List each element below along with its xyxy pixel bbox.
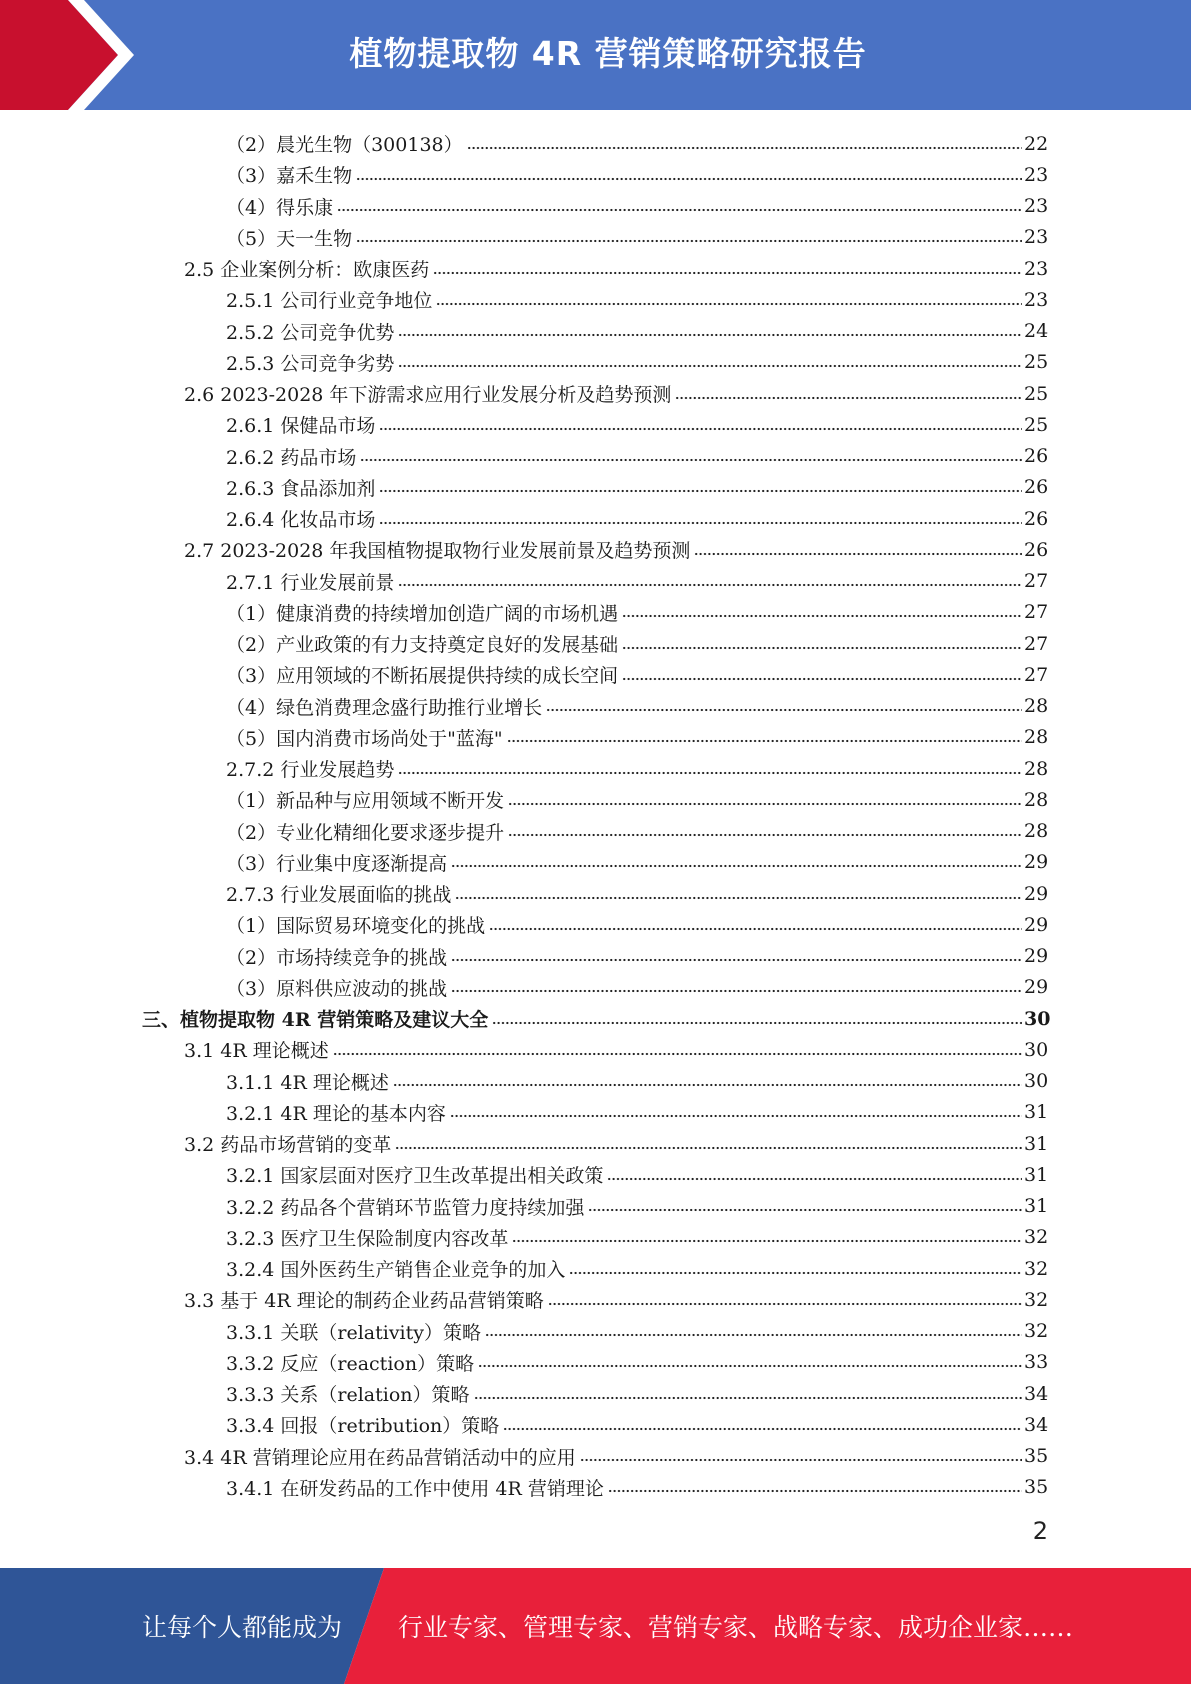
toc-entry-page: 31 (1024, 1163, 1049, 1186)
toc-entry-label: 3.3.4 回报（retribution）策略 (226, 1415, 500, 1438)
toc-entry-page: 27 (1024, 663, 1049, 686)
toc-entry-label: （2）市场持续竞争的挑战 (226, 946, 448, 969)
toc-entry-label: （3）原料供应波动的挑战 (226, 977, 448, 1000)
toc-entry-label: （1）国际贸易环境变化的挑战 (226, 915, 486, 938)
toc-dot-leader (360, 457, 1022, 463)
toc-dot-leader (694, 551, 1022, 557)
toc-entry-page: 26 (1024, 445, 1049, 468)
toc-entry[interactable] (0, 534, 1191, 565)
toc-dot-leader (580, 1457, 1022, 1463)
toc-entry-page: 34 (1024, 1382, 1049, 1405)
toc-dot-leader (508, 801, 1022, 807)
toc-dot-leader (503, 1426, 1022, 1432)
toc-entry[interactable] (0, 316, 1191, 347)
toc-entry-label: 3.3.1 关联（relativity）策略 (226, 1321, 482, 1344)
chevron-right-icon (0, 0, 150, 110)
toc-entry-page: 22 (1024, 132, 1049, 155)
toc-entry-label: 2.6.2 药品市场 (226, 446, 357, 469)
toc-entry[interactable] (0, 909, 1191, 940)
toc-entry-label: （4）得乐康 (226, 196, 334, 219)
toc-entry[interactable] (0, 1472, 1191, 1503)
toc-entry-page: 29 (1024, 945, 1049, 968)
toc-entry[interactable] (0, 816, 1191, 847)
toc-entry-page: 30 (1024, 1038, 1049, 1061)
report-title: 植物提取物 4R 营销策略研究报告 (349, 34, 867, 73)
toc-dot-leader (489, 926, 1022, 932)
toc-entry-page: 35 (1024, 1476, 1049, 1499)
toc-entry-label: 2.5.2 公司竞争优势 (226, 321, 395, 344)
toc-entry[interactable] (0, 1034, 1191, 1065)
toc-entry[interactable] (0, 503, 1191, 534)
toc-entry[interactable] (0, 753, 1191, 784)
toc-entry-page: 32 (1024, 1320, 1049, 1343)
toc-entry-label: 3.2.2 药品各个营销环节监管力度持续加强 (226, 1196, 585, 1219)
toc-entry[interactable] (0, 722, 1191, 753)
toc-entry-label: 3.4 4R 营销理论应用在药品营销活动中的应用 (184, 1446, 576, 1469)
toc-entry-label: 3.2.3 医疗卫生保险制度内容改革 (226, 1227, 509, 1250)
toc-entry-label: 3.1 4R 理论概述 (184, 1040, 329, 1063)
toc-entry[interactable] (0, 253, 1191, 284)
toc-entry[interactable] (0, 409, 1191, 440)
toc-dot-leader (356, 176, 1022, 182)
toc-entry[interactable] (0, 128, 1191, 159)
header-band (0, 0, 1191, 110)
toc-dot-leader (356, 238, 1022, 244)
toc-dot-leader (333, 1051, 1022, 1057)
toc-dot-leader (622, 613, 1022, 619)
toc-dot-leader (508, 832, 1022, 838)
toc-entry[interactable] (0, 878, 1191, 909)
toc-entry-page: 23 (1024, 288, 1049, 311)
toc-entry[interactable] (0, 847, 1191, 878)
toc-entry-label: 2.5.1 公司行业竞争地位 (226, 290, 433, 313)
toc-entry-page: 29 (1024, 976, 1049, 999)
toc-entry[interactable] (0, 222, 1191, 253)
toc-entry[interactable] (0, 972, 1191, 1003)
toc-dot-leader (608, 1488, 1022, 1494)
toc-entry[interactable] (0, 1284, 1191, 1315)
toc-entry-page: 34 (1024, 1413, 1049, 1436)
toc-entry[interactable] (0, 1378, 1191, 1409)
toc-entry-page: 28 (1024, 788, 1049, 811)
toc-dot-leader (622, 676, 1022, 682)
toc-entry[interactable] (0, 1128, 1191, 1159)
toc-entry-label: 2.7.2 行业发展趋势 (226, 759, 395, 782)
toc-entry-label: 3.2.1 国家层面对医疗卫生改革提出相关政策 (226, 1165, 604, 1188)
toc-entry-label: 2.6 2023-2028 年下游需求应用行业发展分析及趋势预测 (184, 384, 672, 407)
toc-dot-leader (507, 738, 1022, 744)
toc-dot-leader (395, 1145, 1022, 1151)
toc-entry-label: 3.2.4 国外医药生产销售企业竞争的加入 (226, 1259, 566, 1282)
toc-entry-label: （2）产业政策的有力支持奠定良好的发展基础 (226, 634, 619, 657)
toc-dot-leader (451, 988, 1022, 994)
toc-entry-page: 27 (1024, 570, 1049, 593)
toc-entry[interactable] (0, 597, 1191, 628)
toc-entry-label: 2.5.3 公司竞争劣势 (226, 352, 395, 375)
toc-entry-label: （1）新品种与应用领域不断开发 (226, 790, 505, 813)
toc-entry[interactable] (0, 1441, 1191, 1472)
toc-entry-label: 2.7.1 行业发展前景 (226, 571, 395, 594)
toc-entry-label: 2.6.1 保健品市场 (226, 415, 376, 438)
toc-entry[interactable] (0, 784, 1191, 815)
footer-band (0, 1568, 1191, 1684)
toc-dot-leader (337, 207, 1022, 213)
toc-entry-label: 3.3.2 反应（reaction）策略 (226, 1352, 475, 1375)
toc-entry[interactable] (0, 1316, 1191, 1347)
toc-entry-page: 26 (1024, 538, 1049, 561)
toc-entry-label: （2）专业化精细化要求逐步提升 (226, 821, 505, 844)
toc-dot-leader (451, 863, 1022, 869)
toc-dot-leader (478, 1363, 1022, 1369)
toc-dot-leader (436, 301, 1022, 307)
toc-entry-page: 25 (1024, 413, 1049, 436)
toc-dot-leader (607, 1176, 1022, 1182)
toc-entry-page: 27 (1024, 632, 1049, 655)
toc-entry[interactable] (0, 659, 1191, 690)
toc-entry-label: 2.7.3 行业发展面临的挑战 (226, 884, 452, 907)
toc-entry-page: 25 (1024, 351, 1049, 374)
toc-entry-label: （5）国内消费市场尚处于"蓝海" (226, 727, 503, 750)
toc-entry-page: 30 (1024, 1070, 1049, 1093)
toc-entry[interactable] (0, 628, 1191, 659)
toc-dot-leader (379, 426, 1022, 432)
toc-entry-label: 3.2.1 4R 理论的基本内容 (226, 1102, 446, 1125)
toc-entry-page: 27 (1024, 601, 1049, 624)
toc-entry-label: 2.7 2023-2028 年我国植物提取物行业发展前景及趋势预测 (184, 540, 691, 563)
toc-entry-page: 29 (1024, 882, 1049, 905)
toc-entry-label: （5）天一生物 (226, 227, 353, 250)
toc-entry-label: （2）晨光生物（300138） (226, 134, 463, 157)
toc-entry[interactable] (0, 1191, 1191, 1222)
toc-entry-page: 32 (1024, 1226, 1049, 1249)
toc-entry-page: 30 (1024, 1007, 1051, 1030)
toc-entry-page: 26 (1024, 507, 1049, 530)
toc-dot-leader (379, 520, 1022, 526)
toc-entry-label: （3）应用领域的不断拓展提供持续的成长空间 (226, 665, 619, 688)
toc-entry[interactable] (0, 159, 1191, 190)
toc-entry-page: 28 (1024, 820, 1049, 843)
toc-dot-leader (569, 1270, 1022, 1276)
toc-entry-label: 3.4.1 在研发药品的工作中使用 4R 营销理论 (226, 1477, 604, 1500)
toc-entry-label: （3）行业集中度逐渐提高 (226, 852, 448, 875)
toc-entry-label: 3.2 药品市场营销的变革 (184, 1134, 392, 1157)
toc-entry-page: 33 (1024, 1351, 1049, 1374)
toc-entry-label: （1）健康消费的持续增加创造广阔的市场机遇 (226, 602, 619, 625)
toc-entry[interactable] (0, 566, 1191, 597)
toc-dot-leader (450, 1113, 1022, 1119)
toc-entry[interactable] (0, 941, 1191, 972)
toc-dot-leader (398, 582, 1022, 588)
toc-entry[interactable] (0, 191, 1191, 222)
toc-entry-label: 3.3 基于 4R 理论的制药企业药品营销策略 (184, 1290, 544, 1313)
toc-dot-leader (433, 270, 1022, 276)
table-of-contents (0, 128, 1191, 1503)
toc-entry[interactable] (0, 1097, 1191, 1128)
toc-dot-leader (588, 1207, 1022, 1213)
toc-entry-label: 三、植物提取物 4R 营销策略及建议大全 (142, 1009, 489, 1032)
toc-dot-leader (548, 1301, 1022, 1307)
footer-slogan-left: 让每个人都能成为 (142, 1613, 343, 1642)
toc-entry-page: 23 (1024, 257, 1049, 280)
toc-entry-page: 26 (1024, 476, 1049, 499)
toc-dot-leader (451, 957, 1022, 963)
toc-entry-label: （4）绿色消费理念盛行助推行业增长 (226, 696, 543, 719)
toc-dot-leader (379, 488, 1022, 494)
toc-entry-label: 3.3.3 关系（relation）策略 (226, 1384, 470, 1407)
toc-entry[interactable] (0, 284, 1191, 315)
toc-entry-page: 35 (1024, 1445, 1049, 1468)
toc-entry[interactable] (0, 1222, 1191, 1253)
toc-dot-leader (467, 145, 1022, 151)
toc-entry-page: 24 (1024, 320, 1049, 343)
toc-dot-leader (398, 363, 1022, 369)
toc-entry-page: 25 (1024, 382, 1049, 405)
page-number: 2 (1032, 1517, 1048, 1545)
toc-entry[interactable] (0, 378, 1191, 409)
toc-entry-page: 31 (1024, 1101, 1049, 1124)
toc-dot-leader (622, 645, 1022, 651)
toc-entry-page: 29 (1024, 913, 1049, 936)
toc-entry-label: 2.6.4 化妆品市场 (226, 509, 376, 532)
toc-entry[interactable] (0, 472, 1191, 503)
toc-entry-page: 29 (1024, 851, 1049, 874)
toc-entry-page: 32 (1024, 1257, 1049, 1280)
toc-entry-page: 32 (1024, 1288, 1049, 1311)
toc-entry[interactable] (0, 1347, 1191, 1378)
toc-dot-leader (393, 1082, 1022, 1088)
toc-entry-page: 31 (1024, 1195, 1049, 1218)
toc-dot-leader (398, 332, 1022, 338)
toc-entry[interactable] (0, 347, 1191, 378)
toc-entry-page: 23 (1024, 226, 1049, 249)
toc-entry[interactable] (0, 1159, 1191, 1190)
toc-entry[interactable] (0, 1409, 1191, 1440)
toc-dot-leader (675, 395, 1022, 401)
toc-entry-label: 2.5 企业案例分析：欧康医药 (184, 259, 430, 282)
toc-dot-leader (485, 1332, 1022, 1338)
toc-entry[interactable] (0, 1066, 1191, 1097)
toc-entry[interactable] (0, 691, 1191, 722)
toc-entry-label: 2.6.3 食品添加剂 (226, 477, 376, 500)
toc-entry-label: （3）嘉禾生物 (226, 165, 353, 188)
toc-dot-leader (474, 1395, 1022, 1401)
toc-dot-leader (492, 1020, 1022, 1026)
toc-entry-label: 3.1.1 4R 理论概述 (226, 1071, 389, 1094)
footer-slogan-right: 行业专家、管理专家、营销专家、战略专家、成功企业家…… (398, 1613, 1074, 1642)
toc-dot-leader (455, 895, 1022, 901)
toc-entry[interactable] (0, 1003, 1191, 1034)
toc-dot-leader (512, 1238, 1022, 1244)
toc-entry-page: 23 (1024, 163, 1049, 186)
toc-dot-leader (546, 707, 1022, 713)
toc-dot-leader (398, 770, 1022, 776)
toc-entry-page: 23 (1024, 195, 1049, 218)
toc-entry-page: 28 (1024, 726, 1049, 749)
toc-entry-page: 31 (1024, 1132, 1049, 1155)
toc-entry[interactable] (0, 441, 1191, 472)
toc-entry-page: 28 (1024, 695, 1049, 718)
toc-entry[interactable] (0, 1253, 1191, 1284)
toc-entry-page: 28 (1024, 757, 1049, 780)
